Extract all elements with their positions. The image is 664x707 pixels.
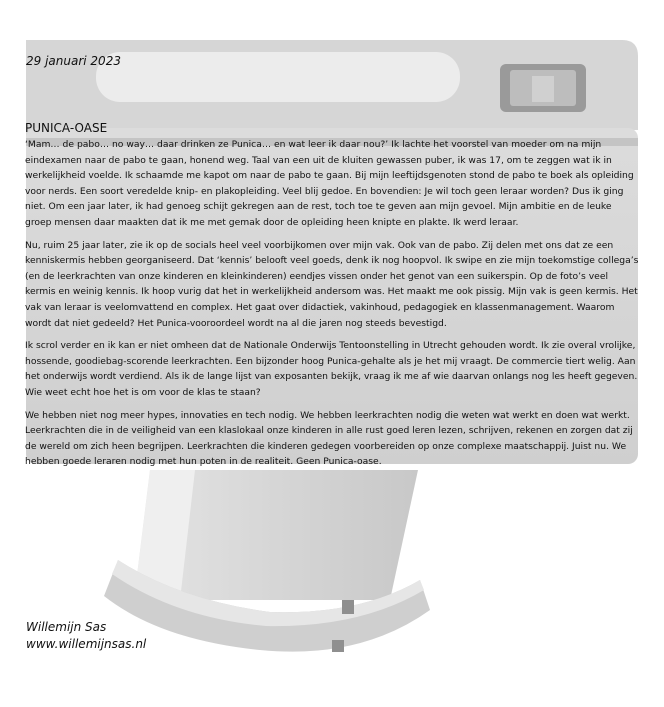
- author-website: www.willemijnsas.nl: [26, 637, 147, 651]
- article-paragraph: Ik scrol verder en ik kan er niet omheen dat de Nationale Onderwijs Tentoonstelling in Utrecht gehouden wordt. Ik zie overal vrolijke, hossende, goodiebag-scorende leerkrachten. Een bijzonder hoog Punica-gehalte als je het mij vraagt. De commercie tiert welig. Aan het onderwijs wordt verdiend. Als ik de lange lijst van exposanten bekijk, vraag ik me af wie daarvan onlangs nog les heeft gegeven. Wie weet echt hoe het is om voor de klas te staan?: [25, 340, 638, 398]
- article-date: 29 januari 2023: [26, 54, 121, 68]
- article-title: PUNICA-OASE: [25, 121, 108, 135]
- author-name: Willemijn Sas: [26, 620, 107, 634]
- article-body: [25, 121, 639, 477]
- article-paragraph: Nu, ruim 25 jaar later, zie ik op de socials heel veel voorbijkomen over mijn vak. Ook van de pabo. Zij delen met ons dat ze een kenniskermis hebben georganiseerd. Dat ‘kennis’ belooft veel goeds, denk ik nog hoopvol. Ik swipe en zie mijn toekomstige collega’s (en de leerkrachten van onze kinderen en kleinkinderen) eendjes vissen onder het genot van een suikerspin. Op de foto’s veel kermis en weinig kennis. Ik hoop vurig dat het in werkelijkheid andersom was. Het maakt me ook pissig. Mijn vak is geen kermis. Het vak van leraar is veelomvattend en complex. Het gaat over didactiek, vakinhoud, pedagogiek en klassenmanagement. Waarom wordt dat niet gedeeld? Het Punica-vooroordeel wordt na al die jaren nog steeds bevestigd.: [25, 239, 639, 329]
- article-paragraph: ‘Mam… de pabo… no way… daar drinken ze Punica… en wat leer ik daar nou?’ Ik lachte het voorstel van moeder om na mijn eindexamen naar de pabo te gaan, honend weg. Taal van een uit de kluiten gewassen puber, ik was 17, om te zeggen wat ik in werkelijkheid voelde. Ik schaamde me kapot om naar de pabo te gaan. Bij mijn leeftijdsgenoten stond de pabo te boek als opleiding voor nerds. Een soort veredelde knip- en plakopleiding. Veel blij gedoe. En bovendien: Je wil toch geen leraar worden? Dus ik ging niet. Om een jaar later, ik had genoeg schijt gekregen aan de rest, toch toe te geven aan mijn gevoel. Mijn ambitie en de leuke groep mensen daar maakten dat ik me met gemak door de opleiding heen knipte en plakte. Ik werd leraar.: [25, 139, 634, 228]
- article-paragraph: We hebben niet nog meer hypes, innovaties en tech nodig. We hebben leerkrachten nodig die weten wat werkt en doen wat werkt. Leerkrachten die in de veiligheid van een klaslokaal onze kinderen in alle rust goed leren lezen, schrijven, rekenen en zorgen dat zij de wereld om zich heen begrijpen. Leerkrachten die kinderen gedegen voorbereiden op onze complexe maatschappij. Juist nu. We hebben goede leraren nodig met hun poten in de realiteit. Geen Punica-oase.: [25, 409, 633, 468]
- author-signature: [26, 619, 146, 653]
